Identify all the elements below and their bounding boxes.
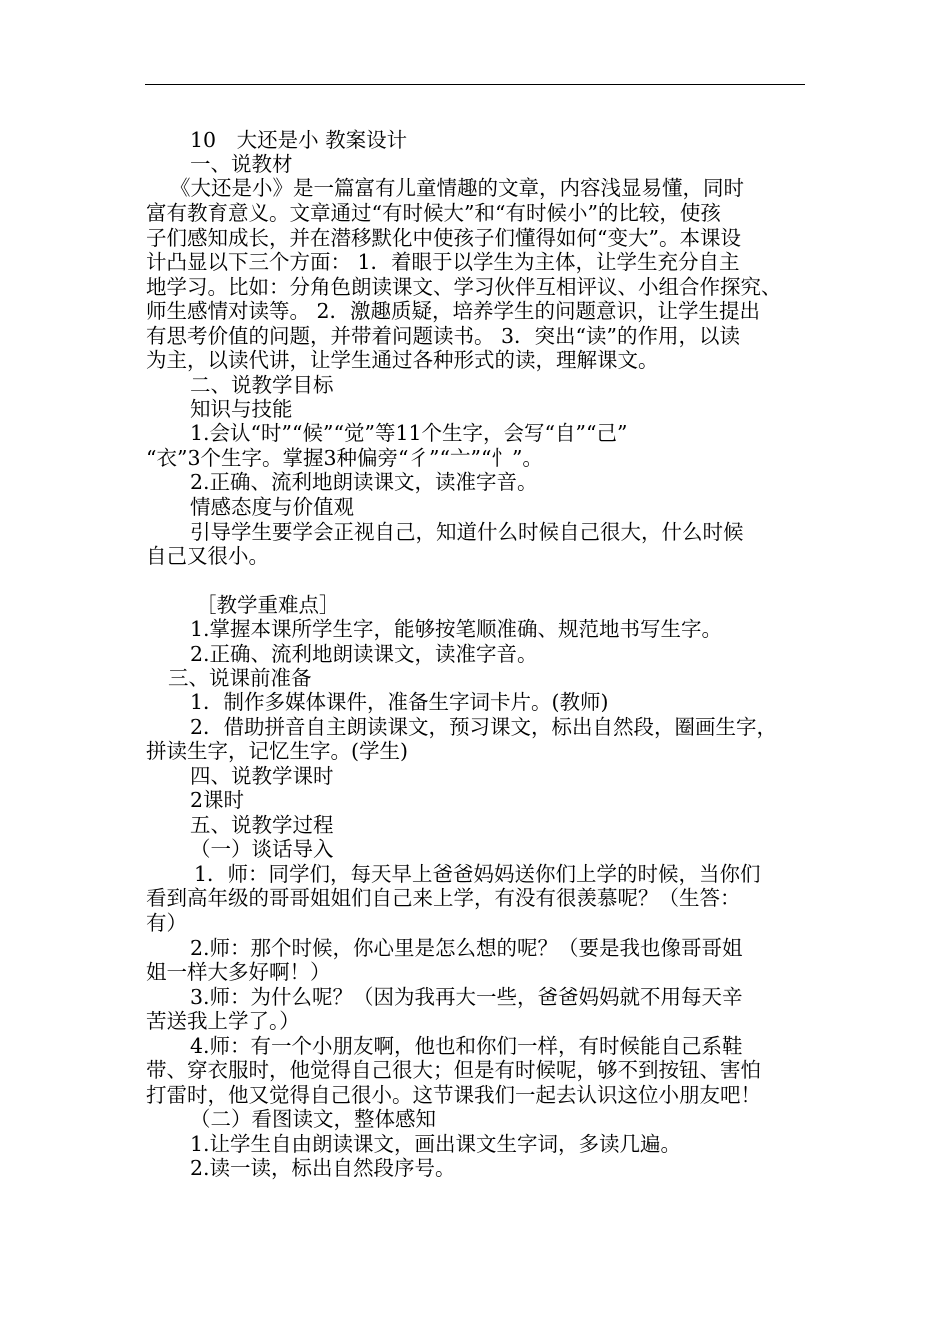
paragraph-line: 1.掌握本课所学生字，能够按笔顺准确、规范地书写生字。 [190, 617, 723, 641]
paragraph-line: 拼读生字，记忆生字。(学生) [146, 739, 408, 763]
paragraph-line: 姐一样大多好啊！） [146, 960, 331, 984]
paragraph-line: 1．师：同学们，每天早上爸爸妈妈送你们上学的时候，当你们 [194, 862, 761, 886]
paragraph-line: 带、穿衣服时，他觉得自己很大；但是有时候呢，够不到按钮、害怕 [146, 1058, 761, 1082]
paragraph-line: 富有教育意义。文章通过“有时候大”和“有时候小”的比较，使孩 [146, 201, 721, 225]
paragraph-line: 看到高年级的哥哥姐姐们自己来上学，有没有很羡慕呢？（生答： [146, 886, 741, 910]
paragraph-line: 《大还是小》是一篇富有儿童情趣的文章，内容浅显易懂，同时 [170, 176, 744, 200]
paragraph-line: 引导学生要学会正视自己，知道什么时候自己很大，什么时候 [190, 520, 744, 544]
paragraph-line: 打雷时，他又觉得自己很小。这节课我们一起去认识这位小朋友吧！ [146, 1083, 761, 1107]
paragraph-line: 2.读一读，标出自然段序号。 [190, 1156, 456, 1180]
subheading: （一）谈话导入 [190, 837, 334, 861]
paragraph-line: 2.正确、流利地朗读课文，读准字音。 [190, 642, 538, 666]
paragraph-line: 有） [146, 911, 187, 935]
section-heading: 四、说教学课时 [190, 764, 334, 788]
paragraph-line: 1.会认“时”“候”“觉”等11个生字，会写“自”“己” [190, 421, 628, 445]
paragraph-line: 1.让学生自由朗读课文，画出课文生字词，多读几遍。 [190, 1132, 682, 1156]
paragraph-line: 师生感情对读等。 2．激趣质疑，培养学生的问题意识，让学生提出 [146, 299, 761, 323]
header-rule [145, 84, 805, 85]
section-heading: 三、说课前准备 [168, 666, 312, 690]
paragraph-line: 2．借助拼音自主朗读课文，预习课文，标出自然段，圈画生字， [190, 715, 778, 739]
paragraph-line: 2.师：那个时候，你心里是怎么想的呢？（要是我也像哥哥姐 [190, 936, 743, 960]
paragraph-line: 为主，以读代讲，让学生通过各种形式的读，理解课文。 [146, 348, 659, 372]
paragraph-line: 2课时 [190, 788, 245, 812]
paragraph-line: 有思考价值的问题，并带着问题读书。 3．突出“读”的作用，以读 [146, 324, 741, 348]
paragraph-line: 苦送我上学了。） [146, 1009, 300, 1033]
lesson-title: 10 大还是小 教案设计 [190, 128, 408, 152]
section-heading: 一、说教材 [190, 152, 293, 176]
paragraph-line: “衣”3个生字。掌握3种偏旁“彳”“亠”“忄”。 [146, 446, 543, 470]
paragraph-line: 3.师：为什么呢？（因为我再大一些，爸爸妈妈就不用每天辛 [190, 985, 743, 1009]
paragraph-line: 子们感知成长，并在潜移默化中使孩子们懂得如何“变大”。本课设 [146, 226, 741, 250]
subheading: ［教学重难点］ [196, 593, 340, 617]
paragraph-line: 地学习。比如：分角色朗读课文、学习伙伴互相评议、小组合作探究、 [146, 275, 782, 299]
section-heading: 二、说教学目标 [190, 373, 334, 397]
paragraph-line: 4.师：有一个小朋友啊，他也和你们一样，有时候能自己系鞋 [190, 1034, 743, 1058]
subheading: 知识与技能 [190, 397, 293, 421]
subheading: 情感态度与价值观 [190, 495, 354, 519]
paragraph-line: 计凸显以下三个方面： 1．着眼于以学生为主体，让学生充分自主 [146, 250, 740, 274]
subheading: （二）看图读文，整体感知 [190, 1107, 436, 1131]
paragraph-line: 1．制作多媒体课件，准备生字词卡片。(教师) [190, 690, 609, 714]
paragraph-line: 2.正确、流利地朗读课文，读准字音。 [190, 470, 538, 494]
section-heading: 五、说教学过程 [190, 813, 334, 837]
paragraph-line: 自己又很小。 [146, 544, 269, 568]
